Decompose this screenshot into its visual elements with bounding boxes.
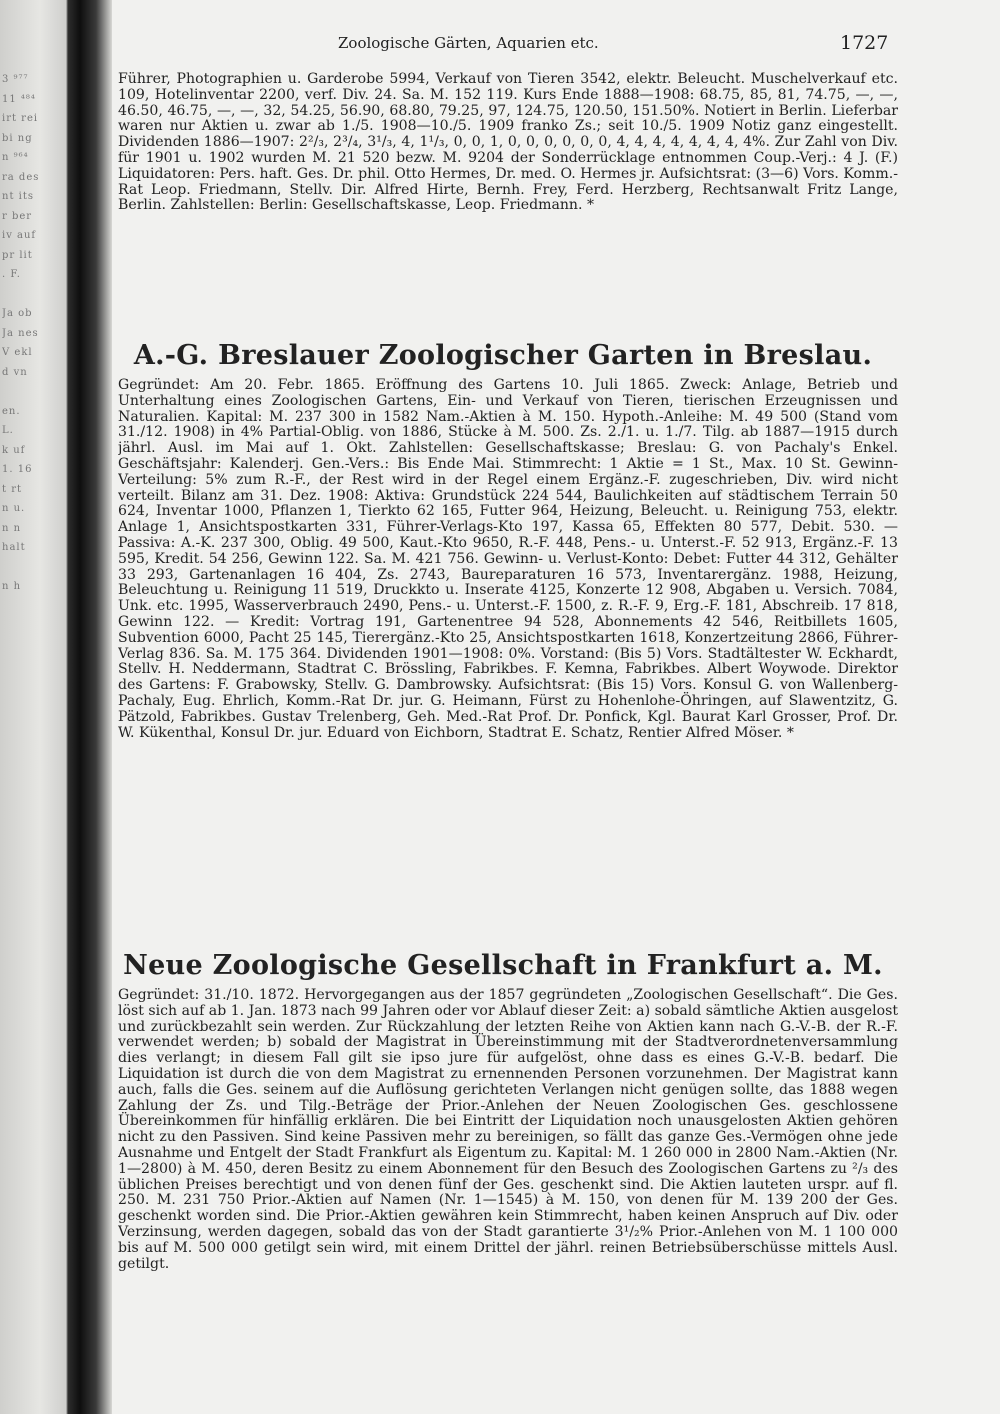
section-frankfurt [118, 988, 898, 1272]
section2-text: Gegründet: Am 20. Febr. 1865. Eröffnung des Gartens 10. Juli 1865. Zweck: Anlage, Betrieb und Unterhaltung eines Zoologischen Gartens, Ein- und Verkauf von Tieren, tierischen Erzeugnissen und Naturalien. Kapital: M. 237 300 in 1582 Nam.-Aktien à M. 150. Hypoth.-Anleihe: M. 49 500 (Stand vom 31./12. 1908) in 4% Partial-Oblig. von 1886, Stücke à M. 500. Zs. 2./1. u. 1./7. Tilg. ab 1887—1915 durch jährl. Ausl. im Mai auf 1. Okt. Zahlstellen: Gesellschaftskasse; Breslau: G. von Pachaly's Enkel. Geschäftsjahr: Kalenderj. Gen.-Vers.: Bis Ende Mai. Stimmrecht: 1 Aktie = 1 St., Max. 10 St. Gewinn-Verteilung: 5% zum R.-F., der Rest wird in der Regel einem Ergänz.-F. zugeschrieben, Div. wird nicht verteilt. Bilanz am 31. Dez. 1908: Aktiva: Grundstück 224 544, Baulichkeiten auf städtischem Terrain 50 624, Inventar 1000, Pflanzen 1, Tierkto 62 165, Futter 964, Heizung, Beleucht. u. Reinigung 753, elektr. Anlage 1, Ansichtspostkarten 331, Führer-Verlags-Kto 197, Kassa 65, Effekten 80 577, Debit. 530. — Passiva: A.-K. 237 300, Oblig. 49 500, Kaut.-Kto 9650, R.-F. 448, Pens.- u. Unterst.-F. 52 913, Ergänz.-F. 13 595, Kredit. 54 256, Gewinn 122. Sa. M. 421 756. Gewinn- u. Verlust-Konto: Debet: Futter 44 312, Gehälter 33 293, Gartenanlagen 16 404, Zs. 2743, Baureparaturen 16 573, Inventarergänz. 1988, Heizung, Beleuchtung u. Reinigung 11 519, Druckkto u. Inserate 4125, Konzerte 12 908, Abgaben u. Versich. 7084, Unk. etc. 1995, Wasserverbrauch 2490, Pens.- u. Unterst.-F. 1500, z. R.-F. 9, Erg.-F. 181, Abschreib. 17 818, Gewinn 122. — Kredit: Vortrag 191, Gartenentree 94 528, Abonnements 42 546, Reitbillets 1605, Subvention 6000, Pacht 25 145, Tierergänz.-Kto 25, Ansichtspostkarten 1618, Konzertzeitung 2866, Führer-Verlag 836. Sa. M. 175 364. Dividenden 1901—1908: 0%. Vorstand: (Bis 5) Vors. Stadtältester W. Eckhardt, Stellv. H. Neddermann, Stadtrat C. Brössling, Fabrikbes. F. Kemna, Fabrikbes. Albert Woywode. Direktor des Gartens: F. Grabowsky, Stellv. G. Dambrowsky. Aufsichtsrat: (Bis 15) Vors. Konsul G. von Wallenberg-Pachaly, Eug. Ehrlich, Komm.-Rat Dr. jur. G. Heimann, Fürst zu Hohenlohe-Öhringen, auf Slawentzitz, G. Pätzold, Fabrikbes. Gustav Trelenberg, Geh. Med.-Rat Prof. Dr. Ponfick, Kgl. Baurat Karl Grosser, Prof. Dr. W. Kükenthal, Konsul Dr. jur. Eduard von Eichborn, Stadtrat E. Schatz, Rentier Alfred Möser. * [118, 377, 898, 741]
page [118, 0, 1000, 1414]
section1-text: Führer, Photographien u. Garderobe 5994, Verkauf von Tieren 3542, elektr. Beleucht. Muschelverkauf etc. 109, Hotelinventar 2200, verf. Div. 24. Sa. M. 152 119. Kurs Ende 1888—1908: 68.75, 85, 81, 74.75, —, —, 46.50, 46.75, —, —, 32, 54.25, 56.90, 68.80, 79.25, 97, 124.75, 120.50, 151.50%. Notiert in Berlin. Lieferbar waren nur Aktien u. zwar ab 1./5. 1908—10./5. 1909 franko Zs.; seit 10./5. 1909 Notiz ganz eingestellt. Dividenden 1886—1907: 2²/₃, 2³/₄, 3¹/₃, 4, 1¹/₃, 0, 0, 1, 0, 0, 0, 0, 0, 0, 4, 4, 4, 4, 4, 4, 4, 4%. Zur Zahl von Div. für 1901 u. 1902 wurden M. 21 520 bezw. M. 9204 der Sonderrücklage entnommen Coup.-Verj.: 4 J. (F.) Liquidatoren: Pers. haft. Ges. Dr. phil. Otto Hermes, Dr. med. O. Hermes jr. Aufsichtsrat: (3—6) Vors. Komm.-Rat Leop. Friedmann, Stellv. Dir. Alfred Hirte, Bernh. Frey, Ferd. Herzberg, Rechtsanwalt Fritz Lange, Berlin. Zahlstellen: Berlin: Gesellschaftskasse, Leop. Friedmann. * [118, 71, 898, 214]
page-number: 1727 [840, 32, 889, 54]
section-title-frankfurt: Neue Zoologische Gesellschaft in Frankfurt a. M. [123, 950, 883, 981]
section3-text: Gegründet: 31./10. 1872. Hervorgegangen aus der 1857 gegründeten „Zoologischen Gesellschaft“. Die Ges. löst sich auf ab 1. Jan. 1873 nach 99 Jahren oder vor Ablauf dieser Zeit: a) sobald sämtliche Aktien ausgelost und zurückbezahlt sein werden. Zur Rückzahlung der letzten Reihe von Aktien kann nach G.-V.-B. der R.-F. verwendet werden; b) sobald der Magistrat in Übereinstimmung mit der Stadtverordnetenversammlung dies verlangt; in diesem Fall gilt sie ipso jure für aufgelöst, ohne dass es eines G.-V.-B. bedarf. Die Liquidation ist durch die von dem Magistrat zu ernennenden Personen vorzunehmen. Der Magistrat kann auch, falls die Ges. seinem auf die Auflösung gerichteten Verlangen nicht genügen sollte, das 1888 wegen Zahlung der Zs. und Tilg.-Beträge der Prior.-Anlehen der Neuen Zoologischen Ges. geschlossene Übereinkommen für hinfällig erklären. Die bei Eintritt der Liquidation noch unausgelosten Aktien gehören nicht zu den Passiven. Sind keine Passiven mehr zu bereinigen, so fällt das ganze Ges.-Vermögen ohne jede Ausnahme und Entgelt der Stadt Frankfurt als Eigentum zu. Kapital: M. 1 260 000 in 2800 Nam.-Aktien (Nr. 1—2800) à M. 450, deren Besitz zu einem Abonnement für den Besuch des Zoologischen Gartens zu ²/₃ des üblichen Preises berechtigt und von denen fünf der Ges. geschenkt sind. Die Aktien lauteten urspr. auf fl. 250. M. 231 750 Prior.-Aktien auf Namen (Nr. 1—1545) à M. 150, von denen für M. 139 200 der Ges. geschenkt worden sind. Die Prior.-Aktien gewähren kein Stimmrecht, haben keinen Anspruch auf Div. oder Verzinsung, werden dagegen, sobald das von der Stadt garantierte 3¹/₂% Prior.-Anlehen von M. 1 100 000 bis auf M. 500 000 getilgt sein wird, mit einem Drittel der jährl. reinen Betriebsüberschüsse mittels Ausl. getilgt. [118, 987, 898, 1272]
gutter-fragments: 3 ⁹⁷⁷ 11 ⁴⁸⁴ irt rei bi ng n ⁹⁶⁴ ra des nt its r ber iv auf pr lit . F. Ja ob Ja nes V ekl d vn en. L. k uf 1. 16 t rt n u. n n halt n h [2, 74, 40, 592]
section-previous-continued [118, 72, 898, 214]
section-breslau [118, 378, 898, 741]
running-title: Zoologische Gärten, Aquarien etc. [338, 34, 599, 52]
binding-gutter [0, 0, 112, 1414]
running-head [118, 34, 1000, 58]
section-title-breslau: A.-G. Breslauer Zoologischer Garten in Breslau. [133, 340, 873, 371]
